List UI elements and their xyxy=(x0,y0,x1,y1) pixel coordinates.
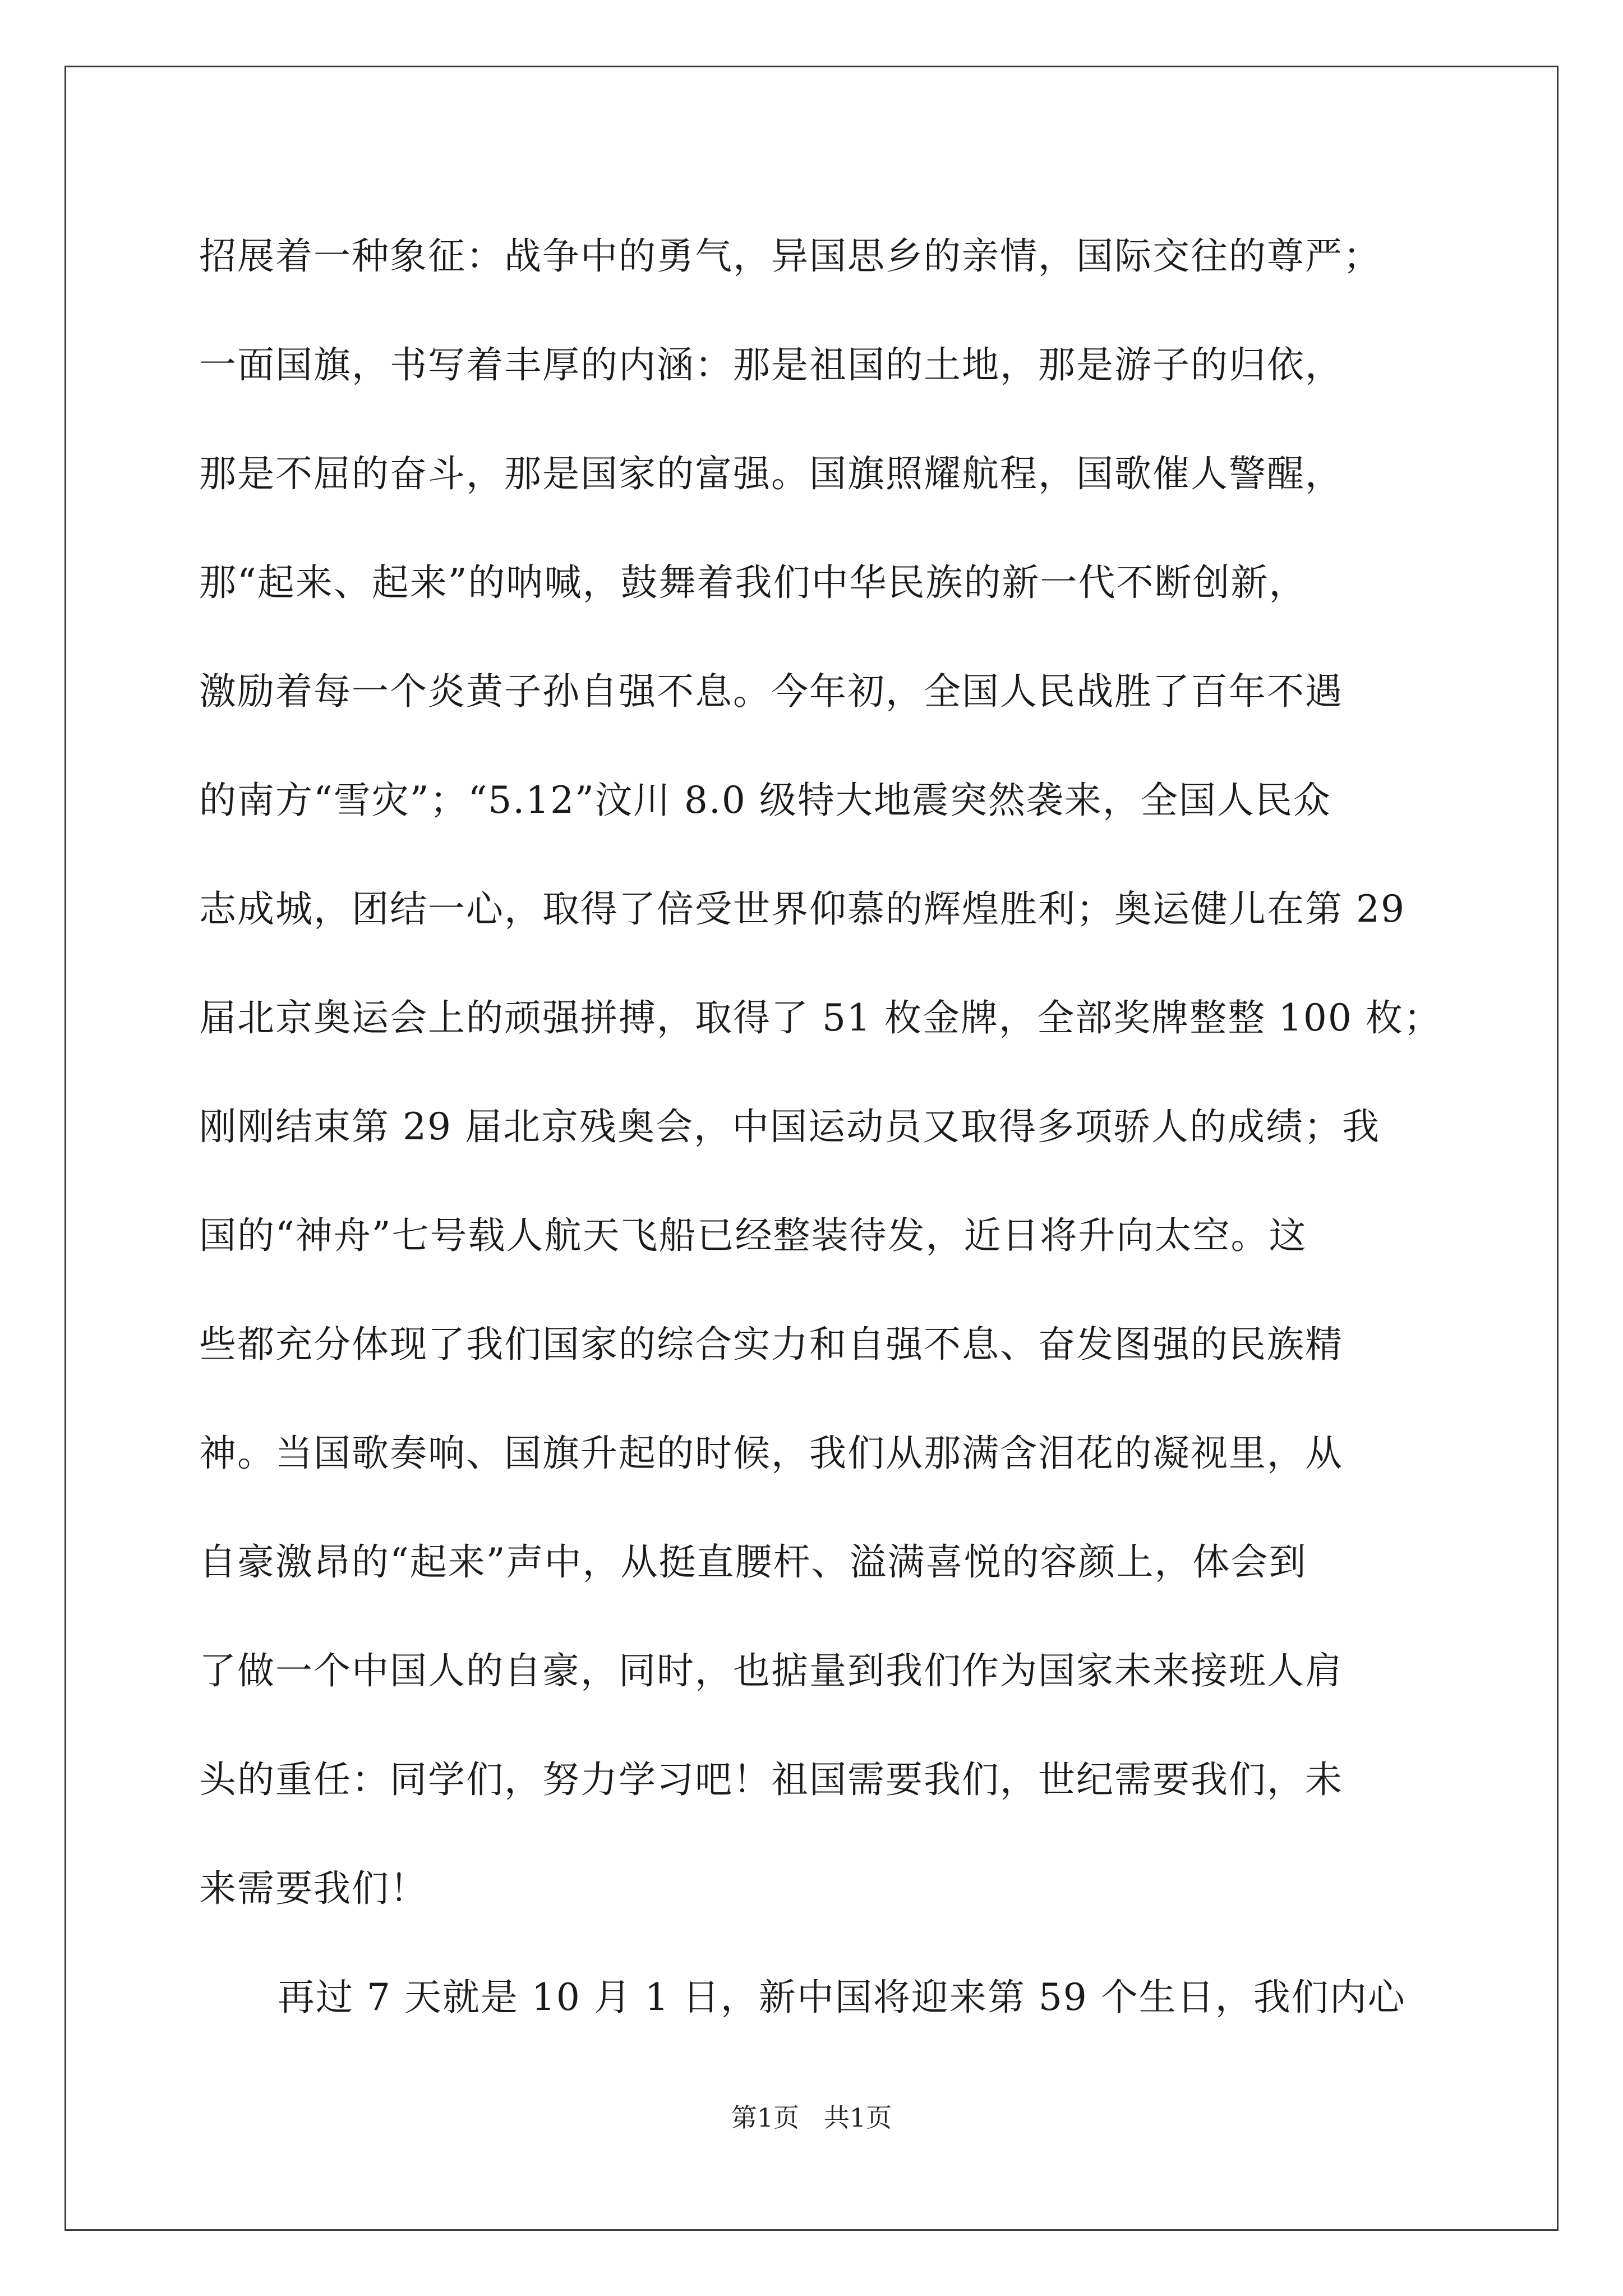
text-line: 刚刚结束第 29 届北京残奥会，中国运动员又取得多项骄人的成绩；我 xyxy=(199,1105,1380,1148)
paragraph-start-line: 再过 7 天就是 10 月 1 日，新中国将迎来第 59 个生日，我们内心 xyxy=(278,1976,1406,2019)
text-line: 的南方“雪灾”；“5.12”汶川 8.0 级特大地震突然袭来，全国人民众 xyxy=(199,779,1331,822)
text-line: 了做一个中国人的自豪，同时，也掂量到我们作为国家未来接班人肩 xyxy=(199,1649,1343,1692)
text-line: 那是不屈的奋斗，那是国家的富强。国旗照耀航程，国歌催人警醒， xyxy=(199,452,1343,495)
text-line: 激励着每一个炎黄子孙自强不息。今年初，全国人民战胜了百年不遇 xyxy=(199,670,1343,713)
text-line: 自豪激昂的“起来”声中，从挺直腰杆、溢满喜悦的容颜上，体会到 xyxy=(199,1540,1307,1584)
page-footer: 第1页 共1页 xyxy=(731,2102,892,2133)
text-line: 那“起来、起来”的呐喊，鼓舞着我们中华民族的新一代不断创新， xyxy=(199,561,1307,604)
text-line: 些都充分体现了我们国家的综合实力和自强不息、奋发图强的民族精 xyxy=(199,1323,1343,1366)
text-line: 头的重任：同学们，努力学习吧！祖国需要我们，世纪需要我们，未 xyxy=(199,1758,1343,1801)
document-body xyxy=(199,202,1442,2052)
text-line: 国的“神舟”七号载人航天飞船已经整装待发，近日将升向太空。这 xyxy=(199,1214,1307,1257)
text-line: 一面国旗，书写着丰厚的内涵：那是祖国的土地，那是游子的归依， xyxy=(199,343,1343,386)
text-line: 志成城，团结一心，取得了倍受世界仰慕的辉煌胜利；奥运健儿在第 29 xyxy=(199,887,1405,931)
text-line: 招展着一种象征：战争中的勇气，异国思乡的亲情，国际交往的尊严； xyxy=(199,234,1381,278)
text-line: 届北京奥运会上的顽强拼搏，取得了 51 枚金牌，全部奖牌整整 100 枚； xyxy=(199,996,1442,1039)
text-line: 来需要我们！ xyxy=(199,1867,428,1910)
text-line: 神。当国歌奏响、国旗升起的时候，我们从那满含泪花的凝视里，从 xyxy=(199,1432,1343,1475)
